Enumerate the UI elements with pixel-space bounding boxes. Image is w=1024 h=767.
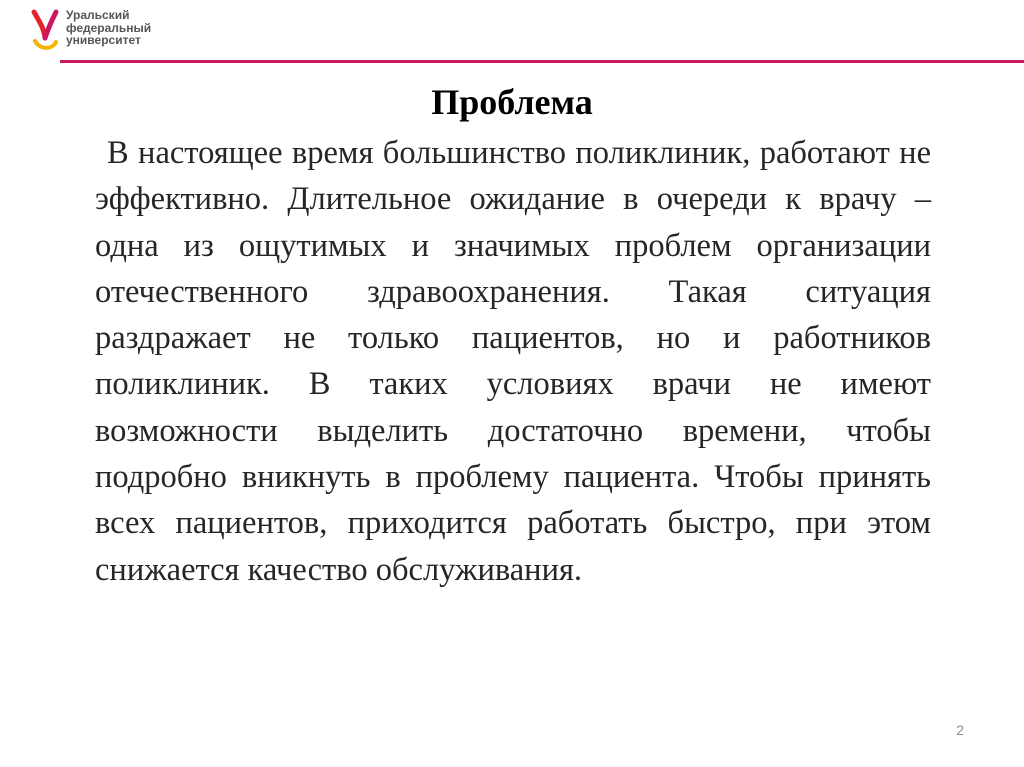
logo-mark-icon [30,8,60,52]
header-divider [60,60,1024,63]
logo-line-2: федеральный [66,20,152,35]
logo-line-1: Уральский [66,8,130,22]
logo-line-3: университет [66,33,141,47]
university-logo [30,8,151,52]
page-number: 2 [956,722,964,738]
logo-text [66,9,151,47]
slide-body-text: В настоящее время большинство поликлиник, работают не эффективно. Длительное ожидание в очереди к врачу – одна из ощутимых и значимых проблем организации отечественного здравоохранения. Такая ситуация раздражает не только пациентов, но и работников поликлиник. В таких условиях врачи не имеют возможности выделить достаточно времени, чтобы подробно вникнуть в проблему пациента. Чтобы принять всех пациентов, приходится работать быстро, при этом снижается качество обслуживания. [95,135,931,588]
slide-title: Проблема [431,82,593,122]
